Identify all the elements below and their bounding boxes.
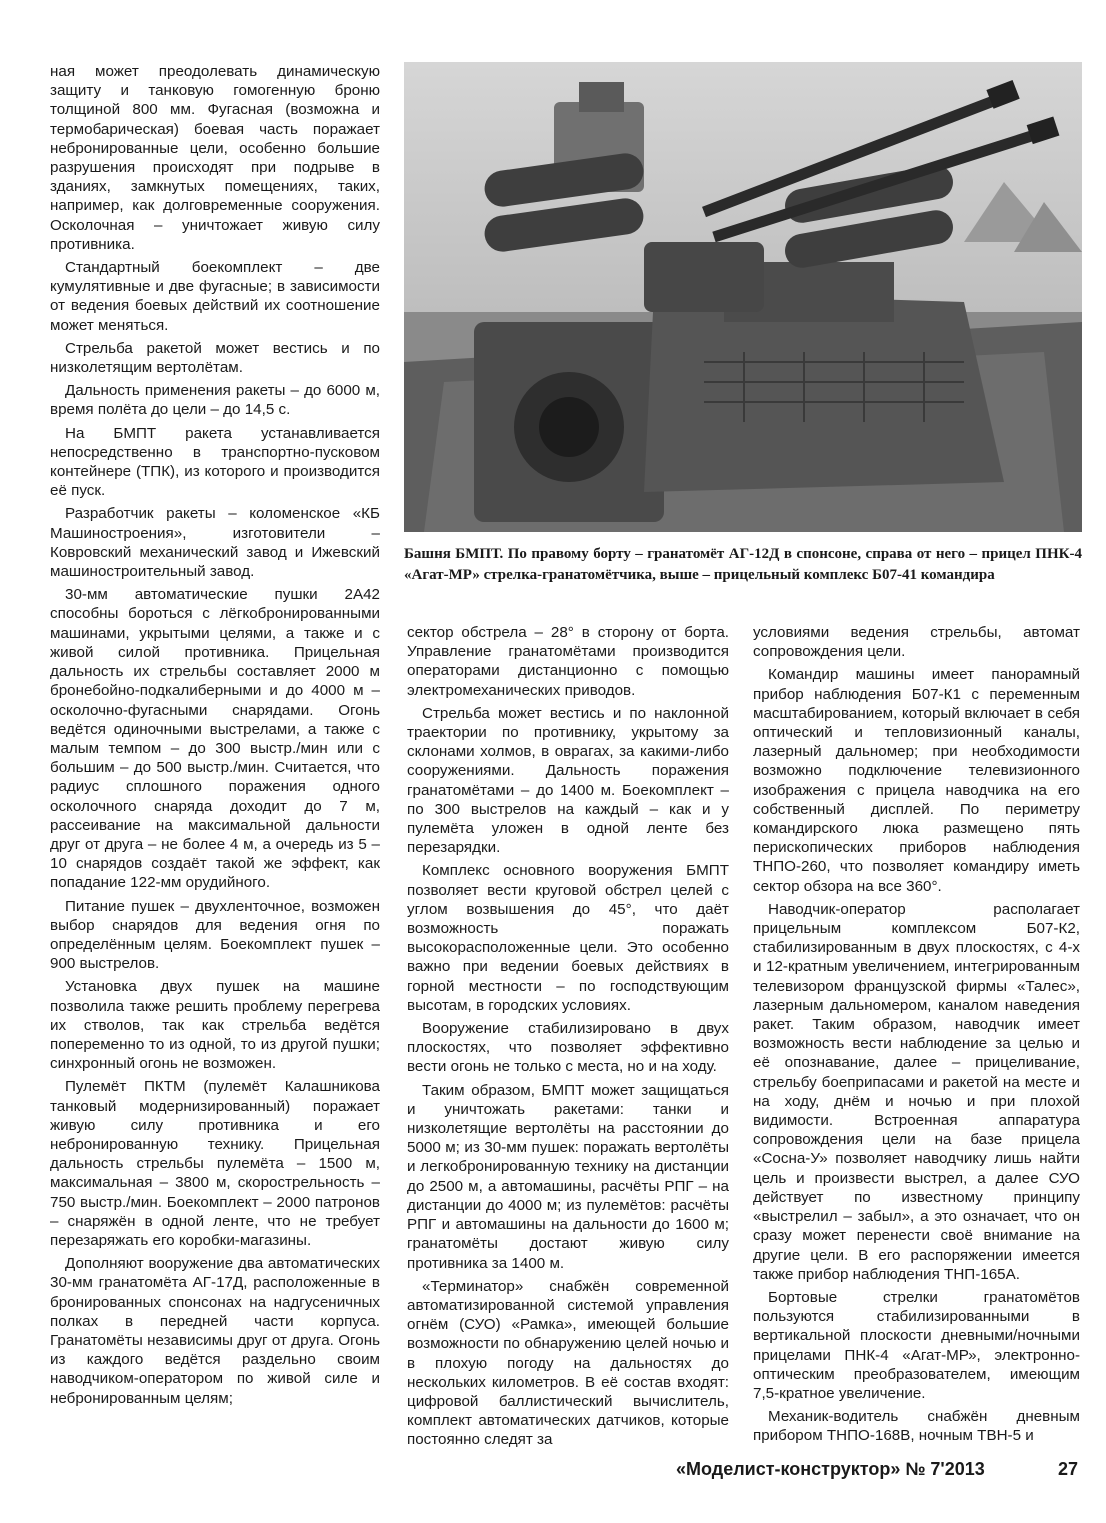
- paragraph: условиями ведения стрельбы, автомат сопровождения цели.: [753, 624, 1080, 661]
- paragraph: Питание пушек – двухленточное, возможен выбор снарядов для ведения огня по определённым целям. Боекомплект пушек – 900 выстрелов.: [50, 897, 380, 973]
- paragraph: ная может преодолевать динамическую защиту и танковую гомогенную броню толщиной 800 мм. Фугасная (возможна и термобарическая) боевая часть поражает небронированные цели, особенно большие разрушения происходят при подрыве в зданиях, замкнутых помещениях, таких, например, как долговременные сооружения. Осколочная – уничтожает живую силу противника.: [50, 63, 380, 253]
- paragraph: Разработчик ракеты – коломенское «КБ Машиностроения», изготовители – Ковровский механический завод и Ижевский машиностроительный завод.: [50, 505, 380, 581]
- paragraph: Стрельба может вестись и по наклонной траектории по противнику, укрытому за склонами холмов, в оврагах, за какими-либо сооружениями. Дальность поражения гранатомётами – до 1400 м. Боекомплект – по 300 выстрелов на каждый – как и у пулемёта уложен в одной ленте без перезарядки.: [407, 704, 729, 857]
- text-column-1: [50, 62, 380, 1412]
- paragraph: Вооружение стабилизировано в двух плоскостях, что позволяет эффективно вести огонь не только с места, но и на ходу.: [407, 1020, 729, 1076]
- paragraph: сектор обстрела – 28° в сторону от борта. Управление гранатомётами производится операторами дистанционно с помощью электромеханических приводов.: [407, 624, 729, 699]
- page-number: 27: [1058, 1459, 1079, 1479]
- bmpt-turret-photo: [404, 62, 1082, 532]
- paragraph: Пулемёт ПКТМ (пулемёт Калашникова танковый модернизированный) поражает живую силу противника и его небронированную технику. Прицельная дальность стрельбы пулемёта – 1500 м, максимальная – 3800 м, скорострельность – 750 выстр./мин. Боекомплект – 2000 патронов – снаряжён в одной ленте, что не требует перезаряжать его коробки-магазины.: [50, 1078, 380, 1249]
- paragraph: Командир машины имеет панорамный прибор наблюдения Б07-К1 с переменным масштабированием, который включает в себя оптический и тепловизионный каналы, лазерный дальномер; при необходимости возможно подключение телевизионного изображения с прицела наводчика на его собственный дисплей. По периметру командирского люка размещено пять перископических приборов наблюдения ТНПО-260, что позволяет командиру иметь сектор обзора на все 360°.: [753, 666, 1080, 895]
- paragraph: Комплекс основного вооружения БМПТ позволяет вести круговой обстрел целей с углом возвышения до 45°, что даёт возможность поражать высокорасположенные цели. Это особенно важно при ведении боевых действиях в горной местности – по господствующим высотам, в городских условиях.: [407, 862, 729, 1014]
- text-column-3: [753, 623, 1080, 1450]
- paragraph: Бортовые стрелки гранатомётов пользуются стабилизированными в вертикальной плоскости дневными/ночными прицелами ПНК-4 «Агат-МР», электронно-оптическим преобразователем, имеющим 7,5-кратное увеличение.: [753, 1288, 1080, 1402]
- paragraph: Наводчик-оператор располагает прицельным комплексом Б07-К2, стабилизированным в двух плоскостях, с 4-х и 12-кратным увеличением, интегрированным телевизором французской фирмы «Талес», лазерным дальномером, каналом наведения ракет. Таким образом, наводчик имеет возможность вести наблюдение за целью и её опознавание, далее – прицеливание, стрельбу боеприпасами и ракетой на месте и на ходу, днём и ночью и при плохой видимости. Встроенная аппаратура сопровождения цели на базе прицела «Сосна-У» позволяет наводчику лишь найти цель и произвести выстрел, а далее СУО действует по известному принципу «выстрелил – забыл», а это означает, что он сразу может перенести своё внимание на другие цели. В его распоряжении имеется также прибор наблюдения ТНП-165А.: [753, 900, 1080, 1283]
- paragraph: Установка двух пушек на машине позволила также решить проблему перегрева их стволов, так как стрельба ведётся попеременно то из одной, то из другой пушки; синхронный огонь не возможен.: [50, 978, 380, 1073]
- paragraph: Таким образом, БМПТ может защищаться и уничтожать ракетами: танки и низколетящие вертолёты на расстоянии до 5000 м; из 30-мм пушек: поражать вертолёты и легкобронированную технику на дистанции до 2500 м, а автомашины, расчёты РПГ – на дистанции до 4000 м; из пулемётов: расчёты РПГ и автомашины на дальности до 1600 м; гранатомёты достают живую силу противника за 1400 м.: [407, 1081, 729, 1272]
- paragraph: Дополняют вооружение два автоматических 30-мм гранатомёта АГ-17Д, расположенные в бронированных спонсонах на надгусеничных полках в передней части корпуса. Гранатомёты независимы друг от друга. Огонь из каждого ведётся раздельно своим наводчиком-оператором по живой силе и небронированным целям;: [50, 1255, 380, 1407]
- magazine-footer: «Моделист-конструктор» № 7'2013: [676, 1459, 985, 1479]
- photo-caption: Башня БМПТ. По правому борту – гранатомёт АГ-12Д в спонсоне, справа от него – прицел ПНК-4 «Агат-МР» стрелка-гранатомётчика, выше – прицельный комплекс Б07-41 командира: [404, 546, 1082, 583]
- paragraph: Механик-водитель снабжён дневным прибором ТНПО-168В, ночным ТВН-5 и: [753, 1408, 1080, 1445]
- paragraph: «Терминатор» снабжён современной автоматизированной системой управления огнём (СУО) «Рамка», имеющей большие возможности по обнаружению целей ночью и в плохую погоду на дальностях до нескольких километров. В её состав входят: цифровой баллистический вычислитель, комплект автоматических датчиков, которые постоянно следят за: [407, 1277, 729, 1449]
- paragraph: Стрельба ракетой может вестись и по низколетящим вертолётам.: [50, 339, 380, 377]
- paragraph: Стандартный боекомплект – две кумулятивные и две фугасные; в зависимости от ведения боевых действий их соотношение может меняться.: [50, 259, 380, 334]
- paragraph: 30-мм автоматические пушки 2А42 способны бороться с лёгкобронированными машинами, укрытыми целями, а также и с живой силой противника. Прицельная дальность их стрельбы составляет 2000 м бронебойно-подкалиберными и до 4000 м – осколочно-фугасными снарядами. Огонь ведётся одиночными выстрелами, а также с малым темпом – до 300 выстр./мин или с большим – до 500 выстр./мин. Считается, что радиус сплошного поражения одного осколочного снаряда доходит до 7 м, рассеивание на максимальной дальности друг от друга – не более 4 м, а очередь из 5 – 10 снарядов создаёт такой же эффект, как попадание 122-мм орудийного.: [50, 586, 380, 892]
- paragraph: На БМПТ ракета устанавливается непосредственно в транспортно-пусковом контейнере (ТПК), из которого и производится её пуск.: [50, 424, 380, 500]
- paragraph: Дальность применения ракеты – до 6000 м, время полёта до цели – до 14,5 с.: [50, 382, 380, 419]
- text-column-2: [407, 623, 729, 1454]
